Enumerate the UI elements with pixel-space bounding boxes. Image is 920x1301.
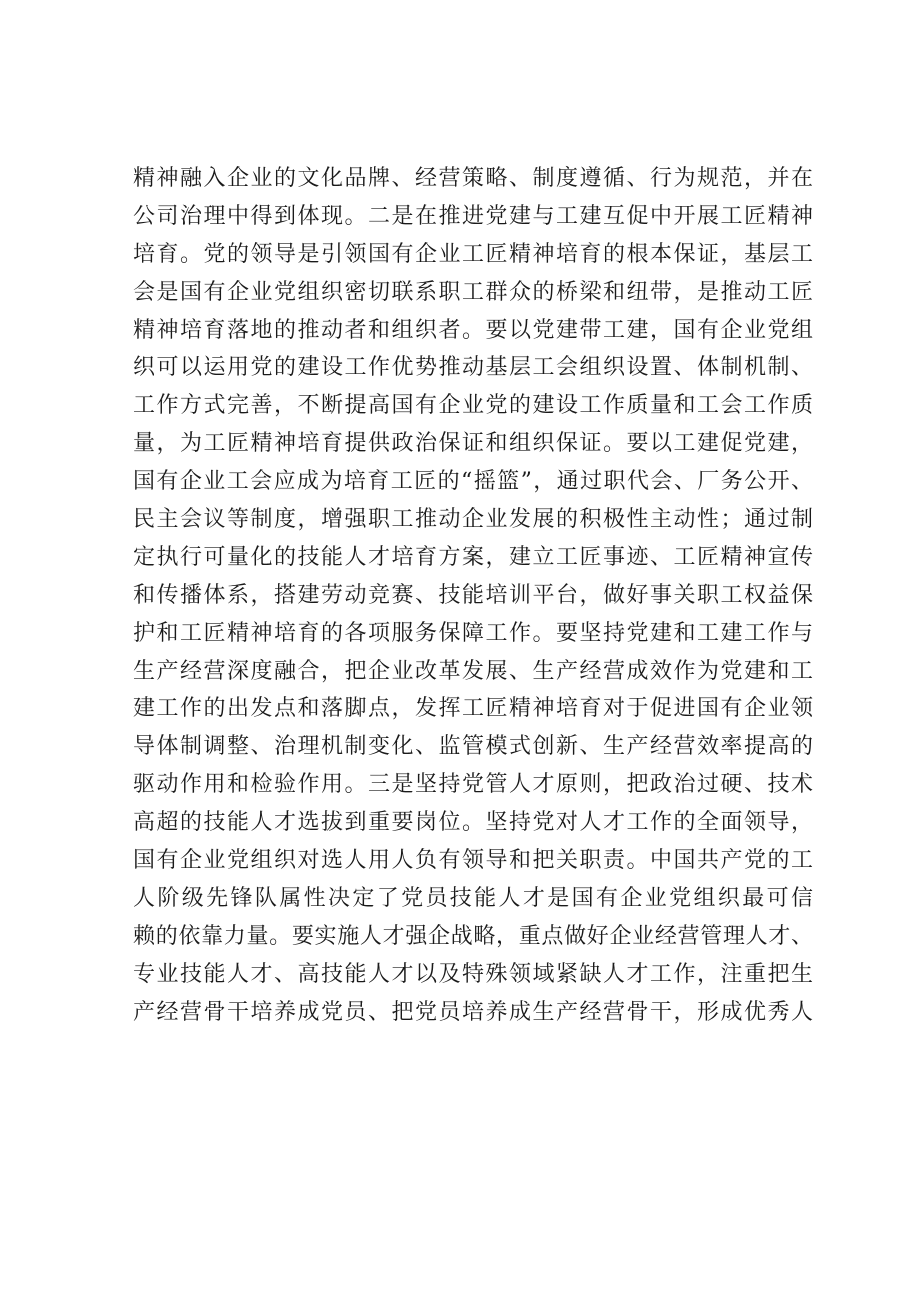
- text-line: 护和工匠精神培育的各项服务保障工作。要坚持党建和工建工作与: [133, 620, 813, 646]
- text-line: 会是国有企业党组织密切联系职工群众的桥梁和纽带，是推动工匠: [133, 279, 813, 305]
- text-line: 民主会议等制度，增强职工推动企业发展的积极性主动性；通过制: [133, 507, 813, 533]
- text-line: 精神培育落地的推动者和组织者。要以党建带工建，国有企业党组: [133, 317, 813, 343]
- text-line: 定执行可量化的技能人才培育方案，建立工匠事迹、工匠精神宣传: [133, 544, 813, 570]
- text-line: 导体制调整、治理机制变化、监管模式创新、生产经营效率提高的: [133, 734, 813, 760]
- text-line: 培育。党的领导是引领国有企业工匠精神培育的根本保证，基层工: [133, 241, 813, 267]
- text-line: 和传播体系，搭建劳动竞赛、技能培训平台，做好事关职工权益保: [133, 582, 813, 608]
- text-line: 国有企业工会应成为培育工匠的“摇篮”，通过职代会、厂务公开、: [133, 469, 813, 495]
- text-line: 产经营骨干培养成党员、把党员培养成生产经营骨干，形成优秀人: [133, 999, 813, 1025]
- text-line: 生产经营深度融合，把企业改革发展、生产经营成效作为党建和工: [133, 658, 813, 684]
- text-line: 量，为工匠精神培育提供政治保证和组织保证。要以工建促党建，: [133, 431, 813, 457]
- text-line: 建工作的出发点和落脚点，发挥工匠精神培育对于促进国有企业领: [133, 696, 813, 722]
- text-line: 驱动作用和检验作用。三是坚持党管人才原则，把政治过硬、技术: [133, 772, 813, 798]
- text-line: 公司治理中得到体现。二是在推进党建与工建互促中开展工匠精神: [133, 203, 813, 229]
- text-line: 赖的依靠力量。要实施人才强企战略，重点做好企业经营管理人才、: [133, 923, 813, 949]
- text-line: 高超的技能人才选拔到重要岗位。坚持党对人才工作的全面领导，: [133, 810, 813, 836]
- text-line: 国有企业党组织对选人用人负有领导和把关职责。中国共产党的工: [133, 848, 813, 874]
- text-line: 专业技能人才、高技能人才以及特殊领域紧缺人才工作，注重把生: [133, 961, 813, 987]
- text-line: 织可以运用党的建设工作优势推动基层工会组织设置、体制机制、: [133, 355, 813, 381]
- body-text: [133, 160, 813, 1031]
- text-line: 工作方式完善，不断提高国有企业党的建设工作质量和工会工作质: [133, 393, 813, 419]
- text-line: 人阶级先锋队属性决定了党员技能人才是国有企业党组织最可信: [133, 885, 813, 911]
- text-line: 精神融入企业的文化品牌、经营策略、制度遵循、行为规范，并在: [133, 166, 813, 191]
